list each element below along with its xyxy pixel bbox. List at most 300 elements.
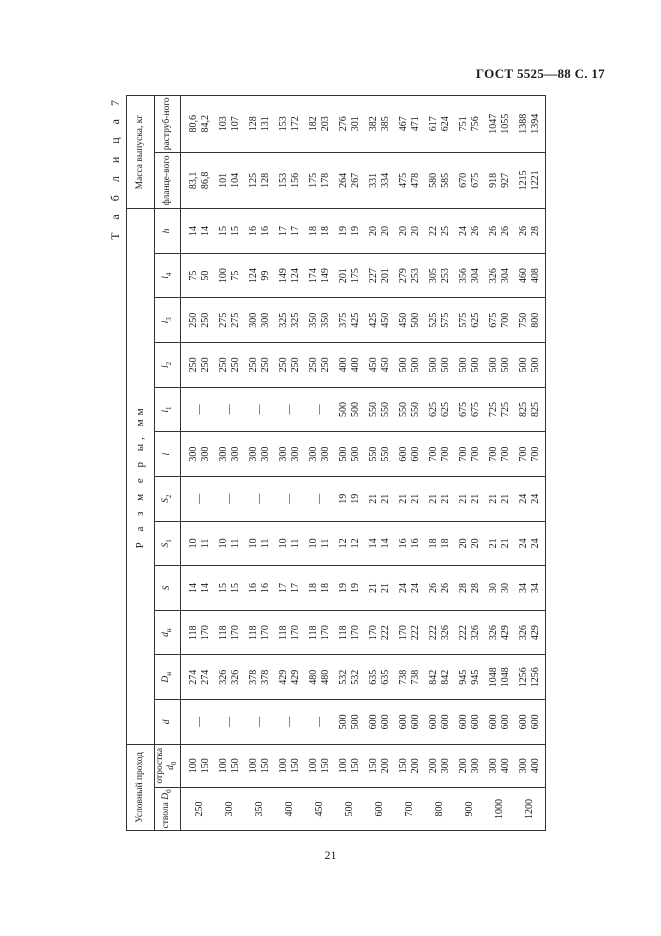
table-row	[365, 96, 395, 831]
cell-h	[425, 209, 455, 254]
cell-value: 331	[367, 172, 379, 188]
cell-value: 275	[229, 312, 241, 328]
cell-value: 103	[217, 116, 229, 132]
cell-l4	[395, 253, 425, 298]
cell-value: 550	[367, 446, 379, 462]
cell-value: 12	[337, 538, 349, 549]
cell-value: 26	[439, 583, 451, 594]
cell-value: 175	[349, 268, 361, 284]
cell-d0	[485, 744, 515, 787]
cell-value: 150	[289, 758, 301, 774]
cell-h	[215, 209, 245, 254]
cell-value: 170	[259, 625, 271, 641]
cell-l4	[335, 253, 365, 298]
cell-value: 300	[199, 446, 211, 462]
cell-mf	[215, 152, 245, 209]
header-S: S	[155, 566, 181, 611]
cell-d0	[180, 744, 215, 787]
cell-l2	[455, 343, 485, 388]
cell-value: 326	[487, 268, 499, 284]
cell-d0: 600	[365, 787, 395, 830]
cell-value: 34	[529, 583, 541, 594]
cell-value: 675	[457, 402, 469, 418]
cell-value: 480	[307, 669, 319, 685]
cell-value: 20	[469, 538, 481, 549]
cell-value: 304	[469, 268, 481, 284]
cell-value: 326	[229, 669, 241, 685]
cell-l3	[485, 298, 515, 343]
cell-ms	[365, 96, 395, 153]
cell-value: 175	[307, 172, 319, 188]
cell-value: 300	[469, 758, 481, 774]
cell-s2: —	[245, 476, 275, 521]
cell-ms	[335, 96, 365, 153]
cell-value: 738	[409, 669, 421, 685]
cell-value: 400	[337, 357, 349, 373]
cell-value: 326	[517, 625, 529, 641]
cell-value: 350	[319, 312, 331, 328]
cell-value: 170	[289, 625, 301, 641]
cell-value: 17	[289, 583, 301, 594]
cell-value: 253	[409, 268, 421, 284]
cell-value: 738	[397, 669, 409, 685]
cell-value: 100	[187, 758, 199, 774]
cell-value: 600	[469, 714, 481, 730]
cell-value: 86,8	[199, 171, 211, 190]
cell-value: 500	[409, 312, 421, 328]
cell-value: 550	[397, 402, 409, 418]
cell-value: 14	[379, 538, 391, 549]
cell-value: 550	[379, 402, 391, 418]
cell-value: 19	[337, 493, 349, 504]
cell-value: 382	[367, 116, 379, 132]
cell-l4	[215, 253, 245, 298]
cell-value: 28	[469, 583, 481, 594]
cell-value: 19	[349, 225, 361, 236]
cell-value: 300	[319, 446, 331, 462]
cell-value: 1256	[517, 667, 529, 688]
cell-value: 300	[487, 758, 499, 774]
cell-value: 600	[397, 446, 409, 462]
cell-l2	[180, 343, 215, 388]
cell-l	[275, 432, 305, 477]
table-row	[305, 96, 335, 831]
cell-value: 600	[457, 714, 469, 730]
cell-l	[245, 432, 275, 477]
cell-value: 182	[307, 116, 319, 132]
page-header: ГОСТ 5525—88 С. 17	[475, 66, 605, 81]
cell-l	[215, 432, 245, 477]
cell-value: 18	[427, 538, 439, 549]
table-row	[485, 96, 515, 831]
cell-value: 227	[367, 268, 379, 284]
cell-value: 425	[367, 312, 379, 328]
cell-value: 700	[499, 446, 511, 462]
cell-dn	[180, 655, 215, 700]
cell-s	[365, 566, 395, 611]
cell-value: 28	[529, 225, 541, 236]
cell-dn	[515, 610, 546, 655]
cell-d0	[395, 744, 425, 787]
cell-value: 532	[349, 669, 361, 685]
cell-value: 275	[217, 312, 229, 328]
cell-value: 16	[409, 538, 421, 549]
cell-value: 250	[259, 357, 271, 373]
cell-value: 128	[259, 172, 271, 188]
cell-h	[395, 209, 425, 254]
cell-d0: 400	[275, 787, 305, 830]
cell-value: 756	[469, 116, 481, 132]
cell-value: 635	[367, 669, 379, 685]
cell-d0: 500	[335, 787, 365, 830]
header-d: d	[155, 700, 181, 745]
cell-value: 625	[439, 402, 451, 418]
cell-s1	[485, 521, 515, 566]
cell-value: 149	[319, 268, 331, 284]
cell-l4	[365, 253, 395, 298]
cell-dn	[365, 655, 395, 700]
cell-value: 100	[217, 268, 229, 284]
cell-value: 18	[307, 225, 319, 236]
cell-s2	[485, 476, 515, 521]
cell-value: 150	[349, 758, 361, 774]
cell-value: 104	[229, 172, 241, 188]
cell-value: 118	[337, 625, 349, 640]
cell-s2	[425, 476, 455, 521]
cell-l3	[425, 298, 455, 343]
cell-dn	[215, 610, 245, 655]
cell-l	[395, 432, 425, 477]
cell-value: 201	[337, 268, 349, 284]
cell-value: 1221	[529, 170, 541, 191]
cell-d: —	[245, 700, 275, 745]
cell-h	[515, 209, 546, 254]
cell-value: 1048	[499, 667, 511, 688]
cell-value: 300	[247, 446, 259, 462]
cell-value: 18	[439, 538, 451, 549]
cell-l1: —	[180, 387, 215, 432]
header-otrostka: отростка $d_0$	[155, 744, 181, 787]
cell-value: 14	[199, 583, 211, 594]
header-S2: $S_2$	[155, 476, 181, 521]
cell-value: 16	[259, 583, 271, 594]
cell-value: 21	[499, 493, 511, 504]
cell-dn	[395, 610, 425, 655]
cell-value: 18	[319, 583, 331, 594]
cell-value: 19	[349, 493, 361, 504]
cell-d0: 700	[395, 787, 425, 830]
cell-l	[515, 432, 546, 477]
cell-value: 170	[229, 625, 241, 641]
cell-value: 118	[307, 625, 319, 640]
cell-value: 11	[229, 538, 241, 549]
cell-s2: —	[275, 476, 305, 521]
cell-s2	[455, 476, 485, 521]
cell-value: 478	[409, 172, 421, 188]
cell-value: 918	[487, 172, 499, 188]
cell-d0	[515, 744, 546, 787]
cell-d0: 250	[180, 787, 215, 830]
cell-value: 500	[349, 446, 361, 462]
cell-value: 725	[499, 402, 511, 418]
cell-value: 325	[277, 312, 289, 328]
cell-value: 24	[529, 493, 541, 504]
cell-value: 378	[247, 669, 259, 685]
cell-value: 585	[439, 172, 451, 188]
cell-value: 150	[367, 758, 379, 774]
cell-value: 500	[349, 402, 361, 418]
cell-value: 20	[379, 225, 391, 236]
cell-mf	[180, 152, 215, 209]
cell-l	[180, 432, 215, 477]
cell-value: 1047	[487, 113, 499, 134]
cell-value: 15	[229, 583, 241, 594]
cell-value: 600	[409, 446, 421, 462]
cell-value: 500	[499, 357, 511, 373]
page-number: 21	[324, 848, 337, 862]
cell-value: 635	[379, 669, 391, 685]
cell-value: 460	[517, 268, 529, 284]
cell-value: 274	[187, 669, 199, 685]
cell-value: 617	[427, 116, 439, 132]
cell-value: 30	[499, 583, 511, 594]
cell-value: 375	[337, 312, 349, 328]
header-mass-flange: фланце-вого	[155, 152, 181, 209]
cell-value: 250	[277, 357, 289, 373]
cell-value: 21	[379, 583, 391, 594]
cell-dn	[425, 610, 455, 655]
cell-value: 150	[199, 758, 211, 774]
cell-value: 624	[439, 116, 451, 132]
cell-s1	[455, 521, 485, 566]
cell-value: 279	[397, 268, 409, 284]
cell-value: 149	[277, 268, 289, 284]
cell-value: 700	[469, 446, 481, 462]
cell-h	[245, 209, 275, 254]
cell-value: 14	[187, 583, 199, 594]
cell-dn	[335, 655, 365, 700]
cell-value: 300	[259, 312, 271, 328]
cell-value: 24	[517, 538, 529, 549]
cell-value: 1256	[529, 667, 541, 688]
cell-value: 118	[277, 625, 289, 640]
table-row	[335, 96, 365, 831]
cell-value: 11	[259, 538, 271, 549]
cell-s	[215, 566, 245, 611]
cell-value: 16	[247, 583, 259, 594]
cell-l1	[425, 387, 455, 432]
cell-value: 21	[367, 493, 379, 504]
cell-mf	[425, 152, 455, 209]
table-row	[395, 96, 425, 831]
cell-value: 18	[319, 225, 331, 236]
cell-dn	[275, 655, 305, 700]
cell-dn	[365, 610, 395, 655]
cell-d0	[455, 744, 485, 787]
cell-value: 304	[499, 268, 511, 284]
cell-value: 21	[397, 493, 409, 504]
cell-value: 600	[379, 714, 391, 730]
cell-value: 450	[367, 357, 379, 373]
cell-value: 156	[289, 172, 301, 188]
header-stvola: ствола $D_0$	[155, 787, 181, 830]
cell-value: 170	[199, 625, 211, 641]
cell-value: 600	[367, 714, 379, 730]
cell-value: 20	[367, 225, 379, 236]
cell-value: 300	[247, 312, 259, 328]
cell-value: 300	[217, 446, 229, 462]
cell-d	[515, 700, 546, 745]
cell-value: 300	[277, 446, 289, 462]
cell-value: 250	[199, 357, 211, 373]
cell-value: 825	[517, 402, 529, 418]
cell-d0	[335, 744, 365, 787]
header-l1: $l_1$	[155, 387, 181, 432]
cell-dn	[485, 610, 515, 655]
cell-dn	[485, 655, 515, 700]
cell-ms	[245, 96, 275, 153]
cell-d0: 300	[215, 787, 245, 830]
cell-l3	[180, 298, 215, 343]
cell-value: 1388	[517, 113, 529, 134]
cell-l1: —	[245, 387, 275, 432]
cell-value: 600	[397, 714, 409, 730]
cell-value: 600	[487, 714, 499, 730]
cell-value: 532	[337, 669, 349, 685]
cell-value: 600	[529, 714, 541, 730]
cell-value: 700	[487, 446, 499, 462]
cell-l3	[395, 298, 425, 343]
cell-s1	[245, 521, 275, 566]
cell-d0: 350	[245, 787, 275, 830]
cell-l1	[485, 387, 515, 432]
cell-value: 700	[517, 446, 529, 462]
cell-d0: 900	[455, 787, 485, 830]
cell-value: 15	[217, 225, 229, 236]
cell-value: 22	[427, 225, 439, 236]
table-row	[455, 96, 485, 831]
cell-value: 500	[457, 357, 469, 373]
table-caption: Т а б л и ц а 7	[108, 95, 122, 240]
cell-value: 400	[529, 758, 541, 774]
cell-s	[335, 566, 365, 611]
cell-value: 21	[439, 493, 451, 504]
dimensions-table	[126, 95, 546, 831]
cell-d0	[215, 744, 245, 787]
cell-value: 305	[427, 268, 439, 284]
cell-mf	[275, 152, 305, 209]
cell-value: 200	[457, 758, 469, 774]
cell-s1	[305, 521, 335, 566]
cell-value: 800	[529, 312, 541, 328]
cell-value: 480	[319, 669, 331, 685]
cell-value: 385	[379, 116, 391, 132]
cell-value: 80,6	[187, 115, 199, 133]
cell-l4	[275, 253, 305, 298]
cell-value: 550	[367, 402, 379, 418]
cell-value: 26	[517, 225, 529, 236]
cell-d0	[425, 744, 455, 787]
cell-s2	[515, 476, 546, 521]
cell-value: 700	[439, 446, 451, 462]
table-row	[180, 96, 215, 831]
cell-value: 250	[187, 312, 199, 328]
cell-value: 675	[469, 172, 481, 188]
cell-l	[425, 432, 455, 477]
header-l3: $l_3$	[155, 298, 181, 343]
cell-value: 170	[367, 625, 379, 641]
cell-d0	[305, 744, 335, 787]
cell-value: 276	[337, 116, 349, 132]
cell-value: 670	[457, 172, 469, 188]
cell-value: 675	[469, 402, 481, 418]
cell-value: 500	[337, 714, 349, 730]
cell-value: 1215	[517, 170, 529, 191]
cell-value: 475	[397, 172, 409, 188]
cell-value: 250	[319, 357, 331, 373]
cell-dn	[245, 655, 275, 700]
cell-l	[485, 432, 515, 477]
cell-mf	[365, 152, 395, 209]
cell-value: 128	[247, 116, 259, 132]
cell-value: 325	[289, 312, 301, 328]
cell-value: 300	[517, 758, 529, 774]
cell-l4	[455, 253, 485, 298]
cell-dn	[455, 610, 485, 655]
cell-l4	[515, 253, 546, 298]
cell-l4	[245, 253, 275, 298]
cell-value: 26	[487, 225, 499, 236]
cell-value: 250	[289, 357, 301, 373]
cell-s	[245, 566, 275, 611]
cell-value: 118	[217, 625, 229, 640]
cell-value: 429	[277, 669, 289, 685]
cell-value: 250	[247, 357, 259, 373]
cell-value: 927	[499, 172, 511, 188]
cell-mf	[245, 152, 275, 209]
cell-dn	[425, 655, 455, 700]
cell-l4	[425, 253, 455, 298]
cell-value: 28	[457, 583, 469, 594]
header-Dn: $D_н$	[155, 655, 181, 700]
cell-value: 178	[319, 172, 331, 188]
cell-value: 326	[439, 625, 451, 641]
cell-d0: 1000	[485, 787, 515, 830]
cell-value: 700	[427, 446, 439, 462]
cell-value: 20	[397, 225, 409, 236]
cell-value: 200	[427, 758, 439, 774]
cell-value: 10	[187, 538, 199, 549]
header-mass: Масса выпуска, кг	[127, 96, 155, 209]
cell-value: 26	[427, 583, 439, 594]
cell-l1	[335, 387, 365, 432]
cell-value: 250	[307, 357, 319, 373]
cell-value: 17	[289, 225, 301, 236]
cell-s2: —	[180, 476, 215, 521]
cell-l3	[275, 298, 305, 343]
cell-value: 26	[499, 225, 511, 236]
cell-value: 125	[247, 172, 259, 188]
table-body	[180, 96, 545, 831]
cell-d	[425, 700, 455, 745]
cell-s1	[395, 521, 425, 566]
cell-value: 945	[469, 669, 481, 685]
cell-value: 170	[349, 625, 361, 641]
cell-value: 24	[397, 583, 409, 594]
cell-dn	[305, 655, 335, 700]
table-row	[215, 96, 245, 831]
cell-dn	[275, 610, 305, 655]
